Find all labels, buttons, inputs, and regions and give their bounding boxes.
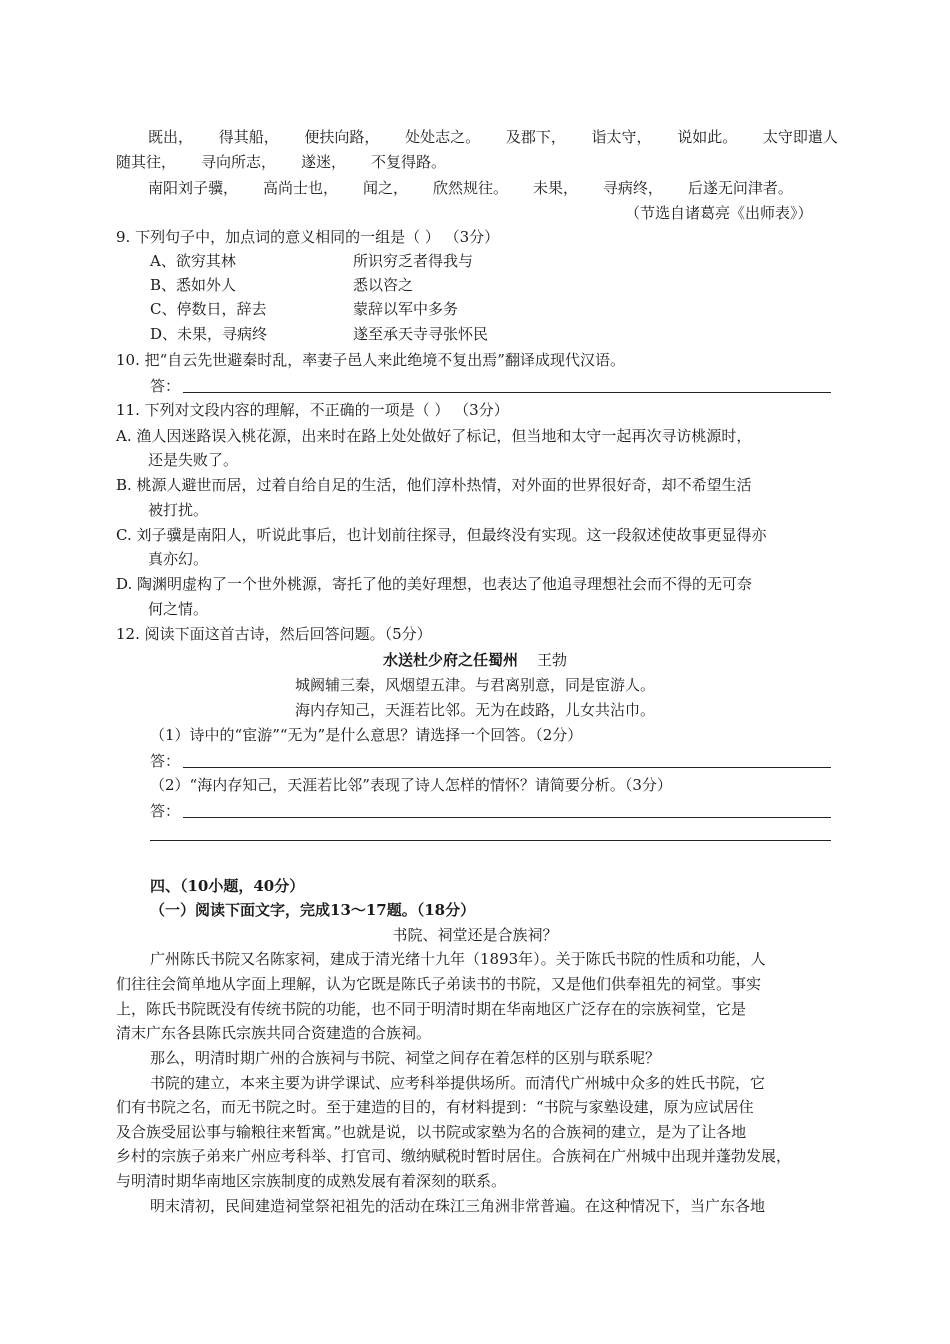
article-p2: 那么，明清时期广州的合族祠与书院、祠堂之间存在着怎样的区别与联系呢？ bbox=[150, 1049, 661, 1067]
q11-option-c-line2: 真亦幻。 bbox=[148, 550, 209, 568]
article-p3-line3: 及合族受屈讼事与输粮往来暂寓。”也就是说，以书院或家塾为名的合族祠的建立，是为了让各地 bbox=[116, 1123, 747, 1141]
q10-answer-line[interactable] bbox=[183, 392, 831, 393]
article-p1-line4: 清末广东各县陈氏宗族共同合资建造的合族祠。 bbox=[116, 1024, 432, 1042]
poem-line-2: 海内存知己，天涯若比邻。无为在歧路，儿女共沾巾。 bbox=[294, 701, 655, 719]
q12-sub2: （2）“海内存知己，天涯若比邻”表现了诗人怎样的情怀？请简要分析。（3分） bbox=[150, 776, 672, 794]
q11-option-b-line2: 被打扰。 bbox=[148, 501, 209, 519]
q9-option-d-left: D、未果，寻病终 bbox=[150, 325, 268, 343]
q12-sub2-answer-label: 答： bbox=[150, 802, 181, 820]
article-p4-line1: 明末清初，民间建造祠堂祭祀祖先的活动在珠江三角洲非常普遍。在这种情况下，当广东各地 bbox=[150, 1197, 766, 1215]
q12-sub2-answer-line-2[interactable] bbox=[150, 840, 831, 841]
poem-line-1: 城阙辅三秦，风烟望五津。与君离别意，同是宦游人。 bbox=[294, 676, 655, 694]
q12-sub1-answer-label: 答： bbox=[150, 752, 181, 770]
q10-stem: 10. 把“自云先世避秦时乱，率妻子邑人来此绝境不复出焉”翻译成现代汉语。 bbox=[116, 351, 625, 369]
section4-subheading: （一）阅读下面文字，完成13～17题。（18分） bbox=[150, 901, 476, 919]
passage-source: （节选自诸葛亮《出师表》） bbox=[625, 204, 813, 222]
q9-option-c-left: C、停数日，辞去 bbox=[150, 300, 267, 318]
q10-answer-label: 答： bbox=[150, 377, 181, 395]
q9-stem: 9. 下列句子中，加点词的意义相同的一组是（ ） （3分） bbox=[116, 228, 500, 246]
q11-option-d-line2: 何之情。 bbox=[148, 600, 209, 618]
q11-option-c-line1: C. 刘子骥是南阳人，听说此事后，也计划前往探寻，但最终没有实现。这一段叙述使故事更显得亦 bbox=[116, 526, 767, 544]
q9-option-c-right: 蒙辞以军中多务 bbox=[353, 300, 459, 318]
q9-option-b-right: 悉以咨之 bbox=[353, 276, 414, 294]
article-p3-line5: 与明清时期华南地区宗族制度的成熟发展有着深刻的联系。 bbox=[116, 1172, 507, 1190]
q12-sub1: （1）诗中的“宦游”“无为”是什么意思？请选择一个回答。（2分） bbox=[150, 726, 583, 744]
passage-line-2: 随其往， 寻向所志， 遂迷， 不复得路。 bbox=[116, 153, 446, 171]
q9-option-d-right: 遂至承天寺寻张怀民 bbox=[353, 325, 489, 343]
article-title: 书院、祠堂还是合族祠？ bbox=[392, 926, 558, 944]
section4-heading: 四、（10小题，40分） bbox=[150, 877, 305, 895]
q11-option-b-line1: B. 桃源人避世而居，过着自给自足的生活，他们淳朴热情，对外面的世界很好奇，却不希望生活 bbox=[116, 476, 752, 494]
q12-sub2-answer-line-1[interactable] bbox=[183, 817, 831, 818]
q11-option-a-line2: 还是失败了。 bbox=[148, 451, 239, 469]
article-p1-line3: 上，陈氏书院既没有传统书院的功能，也不同于明清时期在华南地区广泛存在的宗族祠堂，它是 bbox=[116, 1000, 747, 1018]
q12-sub1-answer-line[interactable] bbox=[183, 767, 831, 768]
poem-heading bbox=[0, 650, 950, 670]
poem-author: 王勃 bbox=[537, 651, 568, 669]
passage-line-1: 既出， 得其船， 便扶向路， 处处志之。 及郡下， 诣太守， 说如此。 太守即遣人 bbox=[148, 128, 838, 146]
q11-option-d-line1: D. 陶渊明虚构了一个世外桃源，寄托了他的美好理想，也表达了他追寻理想社会而不得的无可奈 bbox=[116, 575, 753, 593]
q9-option-a-right: 所识穷乏者得我与 bbox=[353, 252, 474, 270]
q12-stem: 12. 阅读下面这首古诗，然后回答问题。（5分） bbox=[116, 625, 432, 643]
poem-title: 水送杜少府之任蜀州 bbox=[382, 651, 518, 669]
article-p1-line1: 广州陈氏书院又名陈家祠，建成于清光绪十九年（1893年）。关于陈氏书院的性质和功能，人 bbox=[150, 950, 766, 968]
q9-option-a-left: A、欲穷其林 bbox=[150, 252, 236, 270]
article-p3-line2: 们有书院之名，而无书院之时。至于建造的目的，有材料提到：“书院与家塾设建，原为应试居住 bbox=[116, 1098, 754, 1116]
article-p1-line2: 们往往会简单地从字面上理解，认为它既是陈氏子弟读书的书院，又是他们供奉祖先的祠堂。事实 bbox=[116, 975, 762, 993]
q11-option-a-line1: A. 渔人因迷路误入桃花源，出来时在路上处处做好了标记，但当地和太守一起再次寻访桃源时， bbox=[116, 427, 752, 445]
article-p3-line1: 书院的建立，本来主要为讲学课试、应考科举提供场所。而清代广州城中众多的姓氏书院，它 bbox=[150, 1074, 766, 1092]
passage-line-3: 南阳刘子骥， 高尚士也， 闻之， 欣然规往。 未果， 寻病终， 后遂无问津者。 bbox=[148, 179, 793, 197]
q11-stem: 11. 下列对文段内容的理解，不正确的一项是（ ） （3分） bbox=[116, 401, 509, 419]
q9-option-b-left: B、悉如外人 bbox=[150, 276, 237, 294]
article-p3-line4: 乡村的宗族子弟来广州应考科举、打官司、缴纳赋税时暂时居住。合族祠在广州城中出现并蓬勃发展， bbox=[116, 1147, 792, 1165]
